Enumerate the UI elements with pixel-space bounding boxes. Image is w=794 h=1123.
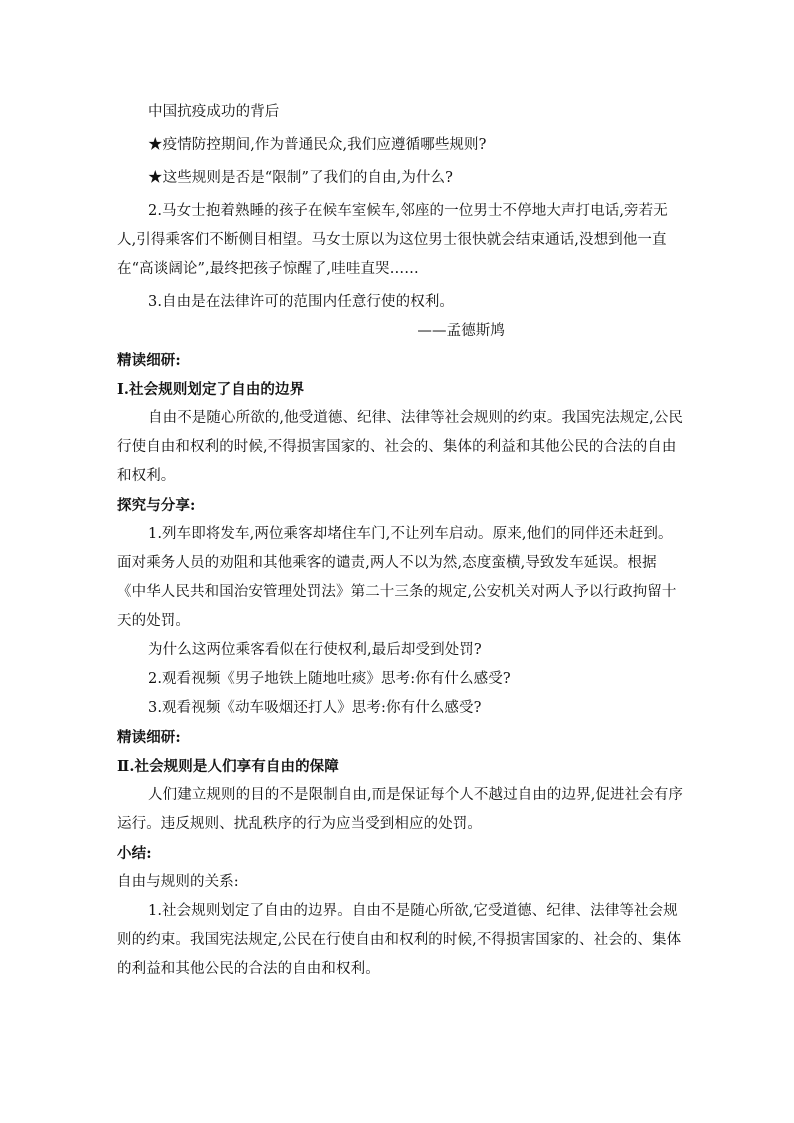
explore-heading: 探究与分享: [117,497,196,514]
summary-point-1: 1.社会规则划定了自由的边界。自由不是随心所欲,它受道德、纪律、法律等社会规则的约束。我国宪法规定,公民在行使自由和权利的时候,不得损害国家的、社会的、集体的利益和其他公民的合法的自由和权利。 [117,903,682,977]
section-2-heading: 精读细研: [117,729,181,746]
summary-relation: 自由与规则的关系: [117,874,239,890]
case-2-paragraph: 2.马女士抱着熟睡的孩子在候车室候车,邻座的一位男士不停地大声打电话,旁若无人,引得乘客们不断侧目相望。马女士原以为这位男士很快就会结束通话,没想到他一直在“高谈阔论”,最终把孩子惊醒了,哇哇直哭…… [117,203,668,277]
section-1-heading: 精读细研: [117,352,181,369]
section-2-subheading: Ⅱ.社会规则是人们享有自由的保障 [117,758,339,775]
explore-item-1-question: 为什么这两位乘客看似在行使权利,最后却受到处罚? [148,642,482,658]
quote-3: 3.自由是在法律许可的范围内任意行使的权利。 [148,294,455,310]
explore-item-1: 1.列车即将发车,两位乘客却堵住车门,不让列车启动。原来,他们的同伴还未赶到。面对乘务人员的劝阻和其他乘客的谴责,两人不以为然,态度蛮横,导致发车延误。根据《中华人民共和国治安管理处罚法》第二十三条的规定,公安机关对两人予以行政拘留十天的处罚。 [117,526,677,629]
summary-heading: 小结: [117,845,152,862]
section-2-body: 人们建立规则的目的不是限制自由,而是保证每个人不越过自由的边界,促进社会有序运行。违反规则、扰乱秩序的行为应当受到相应的处罚。 [117,787,684,832]
quote-author: ——孟德斯鸠 [417,323,505,339]
intro-title: 中国抗疫成功的背后 [148,104,280,120]
question-2: ★这些规则是否是“限制”了我们的自由,为什么? [148,170,454,186]
explore-item-3: 3.观看视频《动车吸烟还打人》思考:你有什么感受? [148,700,482,716]
section-1-subheading: Ⅰ.社会规则划定了自由的边界 [117,381,305,398]
explore-item-2: 2.观看视频《男子地铁上随地吐痰》思考:你有什么感受? [148,671,511,687]
question-1: ★疫情防控期间,作为普通民众,我们应遵循哪些规则? [148,137,487,153]
section-1-body: 自由不是随心所欲的,他受道德、纪律、法律等社会规则的约束。我国宪法规定,公民行使自由和权利的时候,不得损害国家的、社会的、集体的利益和其他公民的合法的自由和权利。 [117,410,684,484]
document-content [117,98,685,984]
